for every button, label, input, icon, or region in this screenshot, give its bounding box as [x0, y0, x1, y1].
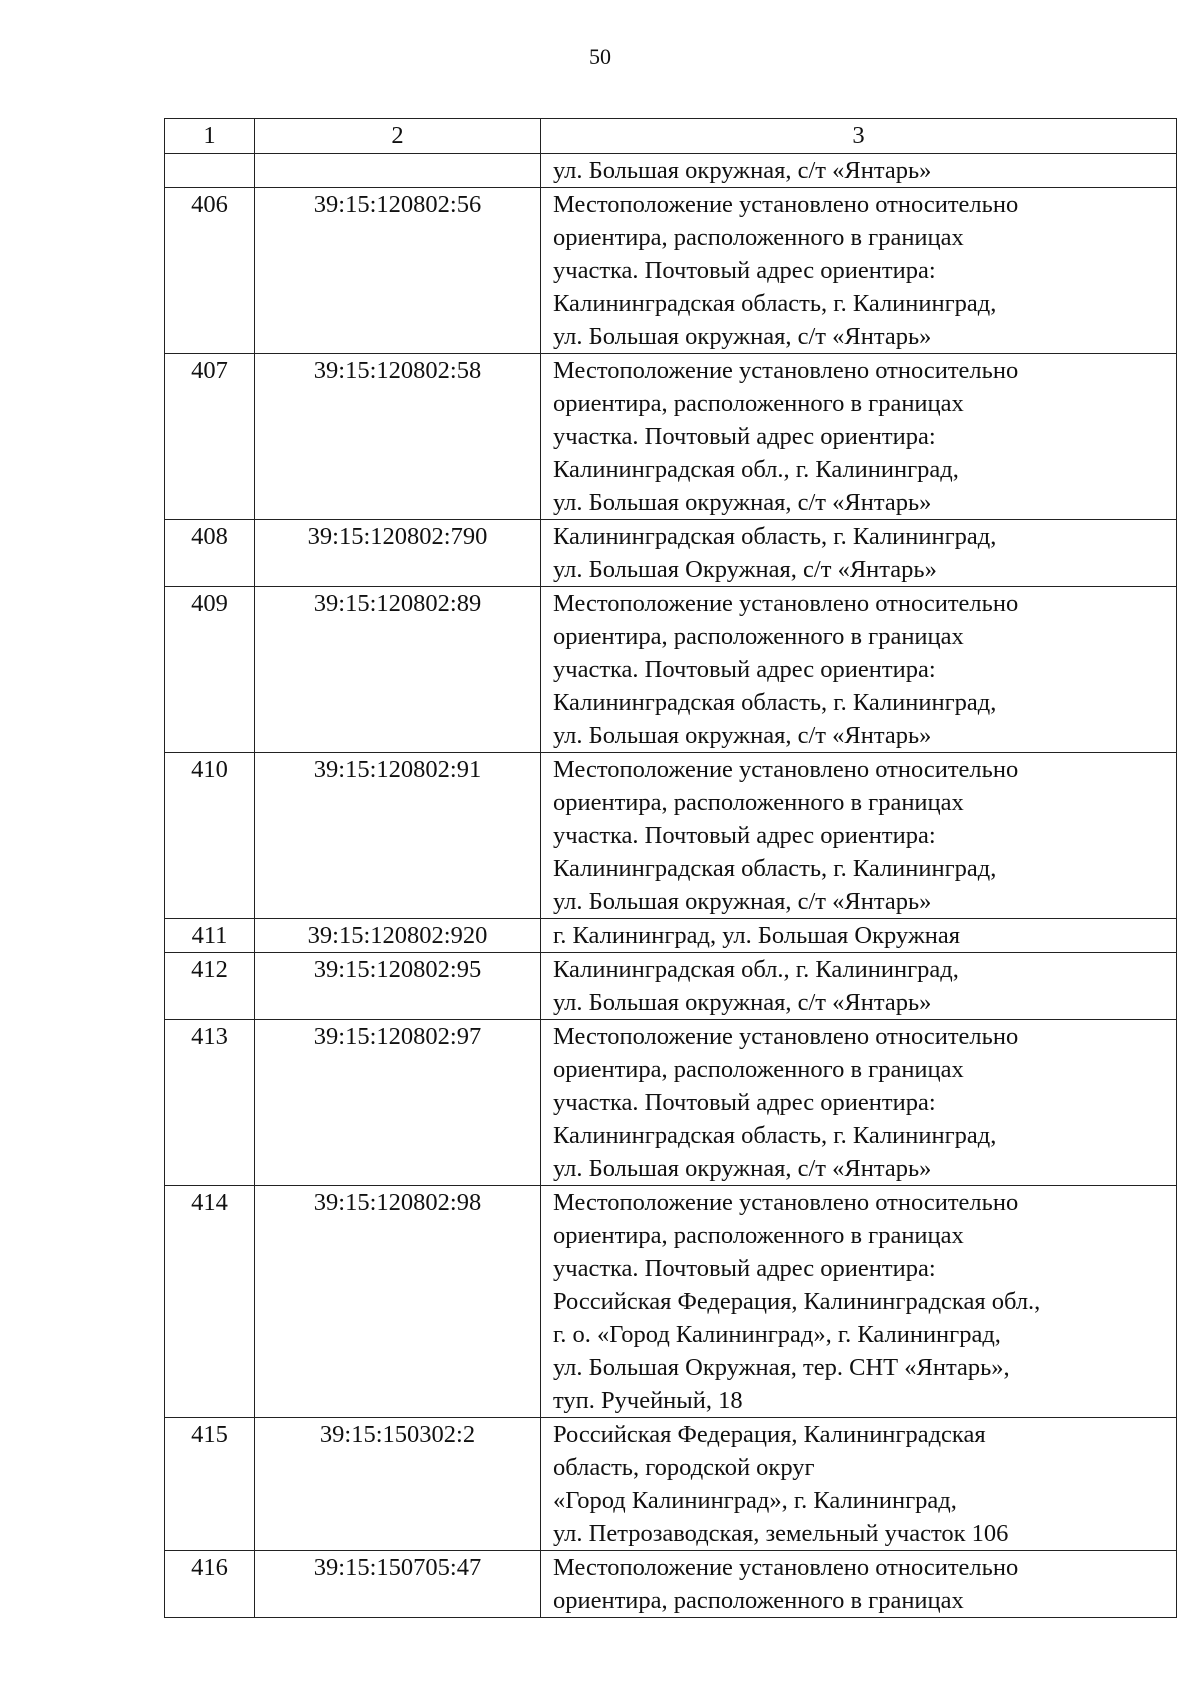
address-cell [541, 1551, 1177, 1618]
row-number-cell: 415 [165, 1418, 255, 1551]
address-line: туп. Ручейный, 18 [553, 1387, 743, 1414]
table-row [165, 1418, 1177, 1551]
address-cell [541, 1186, 1177, 1418]
address-cell [541, 354, 1177, 520]
table-row [165, 520, 1177, 587]
address-cell [541, 953, 1177, 1020]
cadastral-number-cell: 39:15:120802:95 [255, 953, 541, 1020]
row-number-cell: 406 [165, 188, 255, 354]
land-registry-table [164, 118, 1177, 1618]
address-line: ориентира, расположенного в границах [553, 390, 964, 417]
address-line: ул. Большая окружная, с/т «Янтарь» [553, 323, 932, 350]
row-number-cell: 411 [165, 919, 255, 953]
address-line: Местоположение установлено относительно [553, 590, 1019, 617]
address-line: Калининградская область, г. Калининград, [553, 290, 997, 317]
address-line: Местоположение установлено относительно [553, 191, 1019, 218]
table-row [165, 1020, 1177, 1186]
address-line: Калининградская область, г. Калининград, [553, 1122, 997, 1149]
address-cell [541, 1020, 1177, 1186]
cadastral-number-cell: 39:15:120802:91 [255, 753, 541, 919]
address-line: Калининградская область, г. Калининград, [553, 689, 997, 716]
address-line: ул. Большая окружная, с/т «Янтарь» [553, 722, 932, 749]
cadastral-number-cell: 39:15:120802:89 [255, 587, 541, 753]
address-line: участка. Почтовый адрес ориентира: [553, 423, 936, 450]
cadastral-number-cell: 39:15:120802:58 [255, 354, 541, 520]
table-row [165, 953, 1177, 1020]
address-line: ул. Большая окружная, с/т «Янтарь» [553, 1155, 932, 1182]
address-line: ориентира, расположенного в границах [553, 1587, 964, 1614]
page-number: 50 [589, 44, 611, 69]
address-line: Местоположение установлено относительно [553, 357, 1019, 384]
address-line: участка. Почтовый адрес ориентира: [553, 656, 936, 683]
address-line: ул. Большая Окружная, тер. СНТ «Янтарь», [553, 1354, 1010, 1381]
cadastral-number-cell: 39:15:120802:790 [255, 520, 541, 587]
table-row [165, 154, 1177, 188]
address-line: Местоположение установлено относительно [553, 1189, 1019, 1216]
address-cell [541, 919, 1177, 953]
row-number-cell: 416 [165, 1551, 255, 1618]
table-row [165, 1186, 1177, 1418]
address-line: Калининградская область, г. Калининград, [553, 855, 997, 882]
address-line: участка. Почтовый адрес ориентира: [553, 257, 936, 284]
table-row [165, 188, 1177, 354]
table-header-row [165, 119, 1177, 154]
cadastral-number-cell: 39:15:120802:56 [255, 188, 541, 354]
cadastral-number-cell: 39:15:150302:2 [255, 1418, 541, 1551]
cadastral-number-cell: 39:15:120802:97 [255, 1020, 541, 1186]
address-cell [541, 154, 1177, 188]
address-line: ориентира, расположенного в границах [553, 1056, 964, 1083]
address-cell [541, 753, 1177, 919]
table-body [165, 119, 1177, 1618]
address-line: ул. Петрозаводская, земельный участок 106 [553, 1520, 1009, 1547]
cadastral-number-cell: 39:15:150705:47 [255, 1551, 541, 1618]
cadastral-number-cell: 39:15:120802:98 [255, 1186, 541, 1418]
address-line: г. Калининград, ул. Большая Окружная [553, 922, 961, 949]
row-number-cell: 408 [165, 520, 255, 587]
address-cell [541, 1418, 1177, 1551]
address-line: Калининградская обл., г. Калининград, [553, 956, 959, 983]
address-line: ул. Большая окружная, с/т «Янтарь» [553, 989, 932, 1016]
address-line: область, городской округ [553, 1454, 815, 1481]
row-number-cell [165, 154, 255, 188]
column-header-1: 1 [165, 119, 255, 154]
cadastral-number-cell: 39:15:120802:920 [255, 919, 541, 953]
address-line: Калининградская область, г. Калининград, [553, 523, 997, 550]
address-line: Российская Федерация, Калининградская [553, 1421, 986, 1448]
address-line: ориентира, расположенного в границах [553, 789, 964, 816]
table-row [165, 354, 1177, 520]
address-cell [541, 587, 1177, 753]
address-line: Местоположение установлено относительно [553, 1554, 1019, 1581]
cadastral-number-cell [255, 154, 541, 188]
address-cell [541, 520, 1177, 587]
address-line: Местоположение установлено относительно [553, 756, 1019, 783]
address-line: Местоположение установлено относительно [553, 1023, 1019, 1050]
row-number-cell: 414 [165, 1186, 255, 1418]
table-row [165, 587, 1177, 753]
address-line: Калининградская обл., г. Калининград, [553, 456, 959, 483]
row-number-cell: 407 [165, 354, 255, 520]
address-line: ориентира, расположенного в границах [553, 623, 964, 650]
address-line: участка. Почтовый адрес ориентира: [553, 1089, 936, 1116]
address-line: «Город Калининград», г. Калининград, [553, 1487, 957, 1514]
column-header-3: 3 [541, 119, 1177, 154]
address-line: ул. Большая окружная, с/т «Янтарь» [553, 888, 932, 915]
table-row [165, 753, 1177, 919]
column-header-2: 2 [255, 119, 541, 154]
address-line: ориентира, расположенного в границах [553, 224, 964, 251]
table-row [165, 919, 1177, 953]
address-line: ул. Большая Окружная, с/т «Янтарь» [553, 556, 937, 583]
address-line: Российская Федерация, Калининградская обл., [553, 1288, 1041, 1315]
row-number-cell: 409 [165, 587, 255, 753]
row-number-cell: 412 [165, 953, 255, 1020]
address-line: г. о. «Город Калининград», г. Калининград, [553, 1321, 1001, 1348]
address-cell [541, 188, 1177, 354]
address-line: ул. Большая окружная, с/т «Янтарь» [553, 157, 932, 184]
table-row [165, 1551, 1177, 1618]
row-number-cell: 413 [165, 1020, 255, 1186]
address-line: ул. Большая окружная, с/т «Янтарь» [553, 489, 932, 516]
address-line: участка. Почтовый адрес ориентира: [553, 822, 936, 849]
address-line: участка. Почтовый адрес ориентира: [553, 1255, 936, 1282]
row-number-cell: 410 [165, 753, 255, 919]
address-line: ориентира, расположенного в границах [553, 1222, 964, 1249]
